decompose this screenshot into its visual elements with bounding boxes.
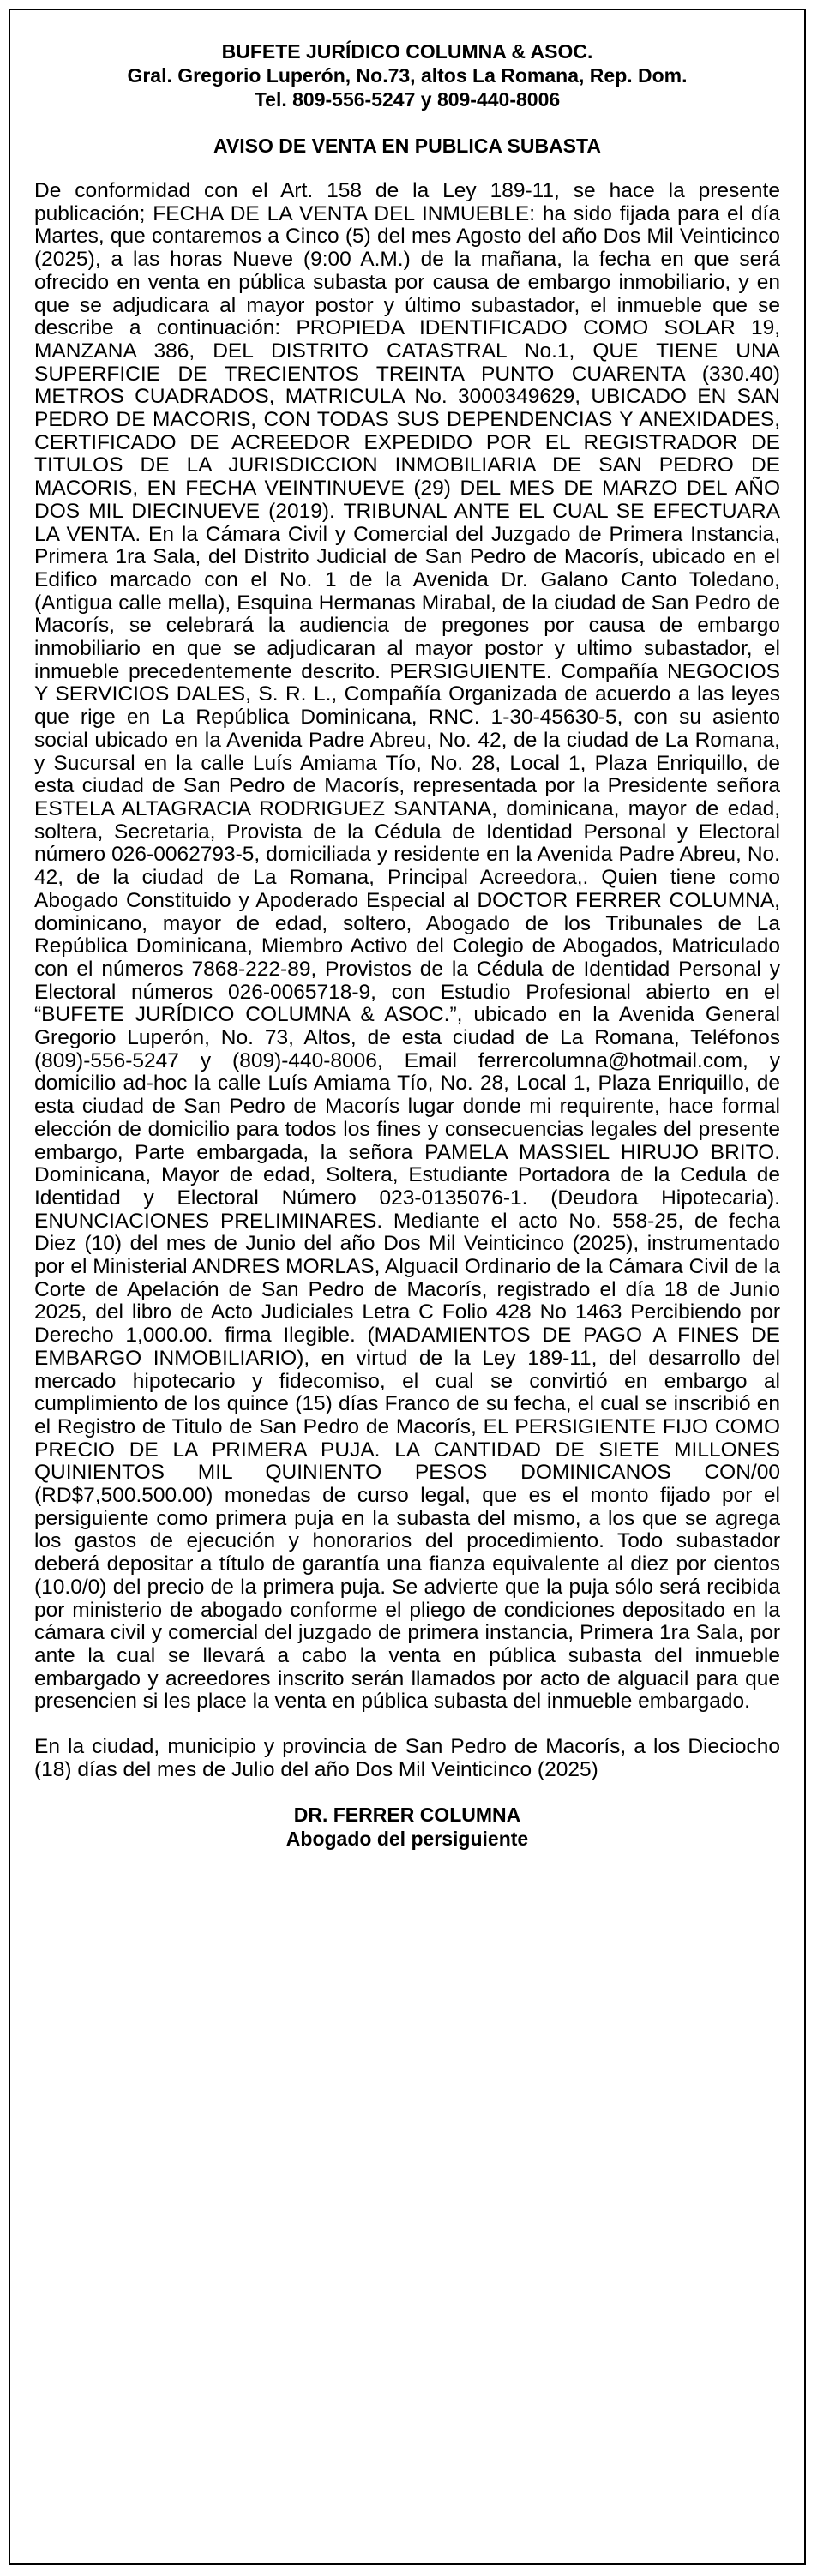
signature-role: Abogado del persiguiente: [285, 1827, 529, 1850]
closing-statement: En la ciudad, municipio y provincia de San Pedro de Macorís, a los Dieciocho (18) días del mes de Julio del año Dos Mil Veinticinco (2025): [34, 1735, 780, 1781]
firm-name: BUFETE JURÍDICO COLUMNA & ASOC.: [221, 40, 593, 63]
firm-address: Gral. Gregorio Luperón, No.73, altos La Romana, Rep. Dom.: [127, 64, 688, 87]
notice-content: [34, 39, 780, 1851]
notice-frame: [9, 9, 806, 2565]
notice-body: De conformidad con el Art. 158 de la Ley 189-11, se hace la presente publicación; FECHA DE LA VENTA DEL INMUEBLE: ha sido fijada para el día Martes, que contaremos a Cinco (5) del mes Agosto del año Dos Mil Veinticinco (2025), a las horas Nueve (9:00 A.M.) de la mañana, la fecha en que será ofrecido en venta en pública subasta por causa de embargo inmobiliario, y en que se adjudicara al mayor postor y último subastador, el inmueble que se describe a continuación: PROPIEDA IDENTIFICADO COMO SOLAR 19, MANZANA 386, DEL DISTRITO CATASTRAL No.1, QUE TIENE UNA SUPERFICIE DE TRECIENTOS TREINTA PUNTO CUARENTA (330.40) METROS CUADRADOS, MATRICULA No. 3000349629, UBICADO EN SAN PEDRO DE MACORIS, CON TODAS SUS DEPENDENCIAS Y ANEXIDADES, CERTIFICADO DE ACREEDOR EXPEDIDO POR EL REGISTRADOR DE TITULOS DE LA JURISDICCION INMOBILIARIA DE SAN PEDRO DE MACORIS, EN FECHA VEINTINUEVE (29) DEL MES DE MARZO DEL AÑO DOS MIL DIECINUEVE (2019). TRIBUNAL ANTE EL CUAL SE EFECTUARA LA VENTA. En la Cámara Civil y Comercial del Juzgado de Primera Instancia, Primera 1ra Sala, del Distrito Judicial de San Pedro de Macorís, ubicado en el Edifico marcado con el No. 1 de la Avenida Dr. Galano Canto Toledano, (Antigua calle mella), Esquina Hermanas Mirabal, de la ciudad de San Pedro de Macorís, se celebrará la audiencia de pregones por causa de embargo inmobiliario en que se adjudicaran al mayor postor y ultimo subastador, el inmueble precedentemente descrito. PERSIGUIENTE. Compañía NEGOCIOS Y SERVICIOS DALES, S. R. L., Compañía Organizada de acuerdo a las leyes que rige en La República Dominicana, RNC. 1-30-45630-5, con su asiento social ubicado en la Avenida Padre Abreu, No. 42, de la ciudad de La Romana, y Sucursal en la calle Luís Amiama Tío, No. 28, Local 1, Plaza Enriquillo, de esta ciudad de San Pedro de Macorís, representada por la Presidente señora ESTELA ALTAGRACIA RODRIGUEZ SANTANA, dominicana, mayor de edad, soltera, Secretaria, Provista de la Cédula de Identidad Personal y Electoral número 026-0062793-5, domiciliada y residente en la Avenida Padre Abreu, No. 42, de la ciudad de La Romana, Principal Acreedora,. Quien tiene como Abogado Constituido y Apoderado Especial al DOCTOR FERRER COLUMNA, dominicano, mayor de edad, soltero, Abogado de los Tribunales de La República Dominicana, Miembro Activo del Colegio de Abogados, Matriculado con el números 7868-222-89, Provistos de la Cédula de Identidad Personal y Electoral números 026-0065718-9, con Estudio Profesional abierto en el “BUFETE JURÍDICO COLUMNA & ASOC.”, ubicado en la Avenida General Gregorio Luperón, No. 73, Altos, de esta ciudad de La Romana, Teléfonos (809)-556-5247 y (809)-440-8006, Email ferrercolumna@hotmail.com, y domicilio ad-hoc la calle Luís Amiama Tío, No. 28, Local 1, Plaza Enriquillo, de esta ciudad de San Pedro de Macorís lugar donde mi requirente, hace formal elección de domicilio para todos los fines y consecuencias legales del presente embargo, Parte embargada, la señora PAMELA MASSIEL HIRUJO BRITO. Dominicana, Mayor de edad, Soltera, Estudiante Portadora de la Cedula de Identidad y Electoral Número 023-0135076-1. (Deudora Hipotecaria). ENUNCIACIONES PRELIMINARES. Mediante el acto No. 558-25, de fecha Diez (10) del mes de Junio del año Dos Mil Veinticinco (2025), instrumentado por el Ministerial ANDRES MORLAS, Alguacil Ordinario de la Cámara Civil de la Corte de Apelación de San Pedro de Macorís, registrado el día 18 de Junio 2025, del libro de Acto Judiciales Letra C Folio 428 No 1463 Percibiendo por Derecho 1,000.00. firma Ilegible. (MADAMIENTOS DE PAGO A FINES DE EMBARGO INMOBILIARIO), en virtud de la Ley 189-11, del desarrollo del mercado hipotecario y fidecomiso, el cual se convirtió en embargo al cumplimiento de los quince (15) días Franco de su fecha, el cual se inscribió en el Registro de Titulo de San Pedro de Macorís, EL PERSIGIENTE FIJO COMO PRECIO DE LA PRIMERA PUJA. LA CANTIDAD DE SIETE MILLONES QUINIENTOS MIL QUINIENTO PESOS DOMINICANOS CON/00 (RD$7,500.500.00) monedas de curso legal, que es el monto fijado por el persiguiente como primera puja en la subasta del mismo, a los que se agrega los gastos de ejecución y honorarios del procedimiento. Todo subastador deberá depositar a título de garantía una fianza equivalente al diez por cientos (10.0/0) del precio de la primera puja. Se advierte que la puja sólo será recibida por ministerio de abogado conforme el pliego de condiciones depositado en la cámara civil y comercial del juzgado de primera instancia, Primera 1ra Sala, por ante la cual se llevará a cabo la venta en pública subasta del inmueble embargado y acreedores inscrito serán llamados por acto de alguacil para que presencien si les place la venta en pública subasta del inmueble embargado.: [34, 179, 780, 1714]
notice-title: AVISO DE VENTA EN PUBLICA SUBASTA: [213, 135, 601, 157]
firm-phones: Tel. 809-556-5247 y 809-440-8006: [254, 88, 561, 111]
signature-name: DR. FERRER COLUMNA: [293, 1803, 521, 1826]
